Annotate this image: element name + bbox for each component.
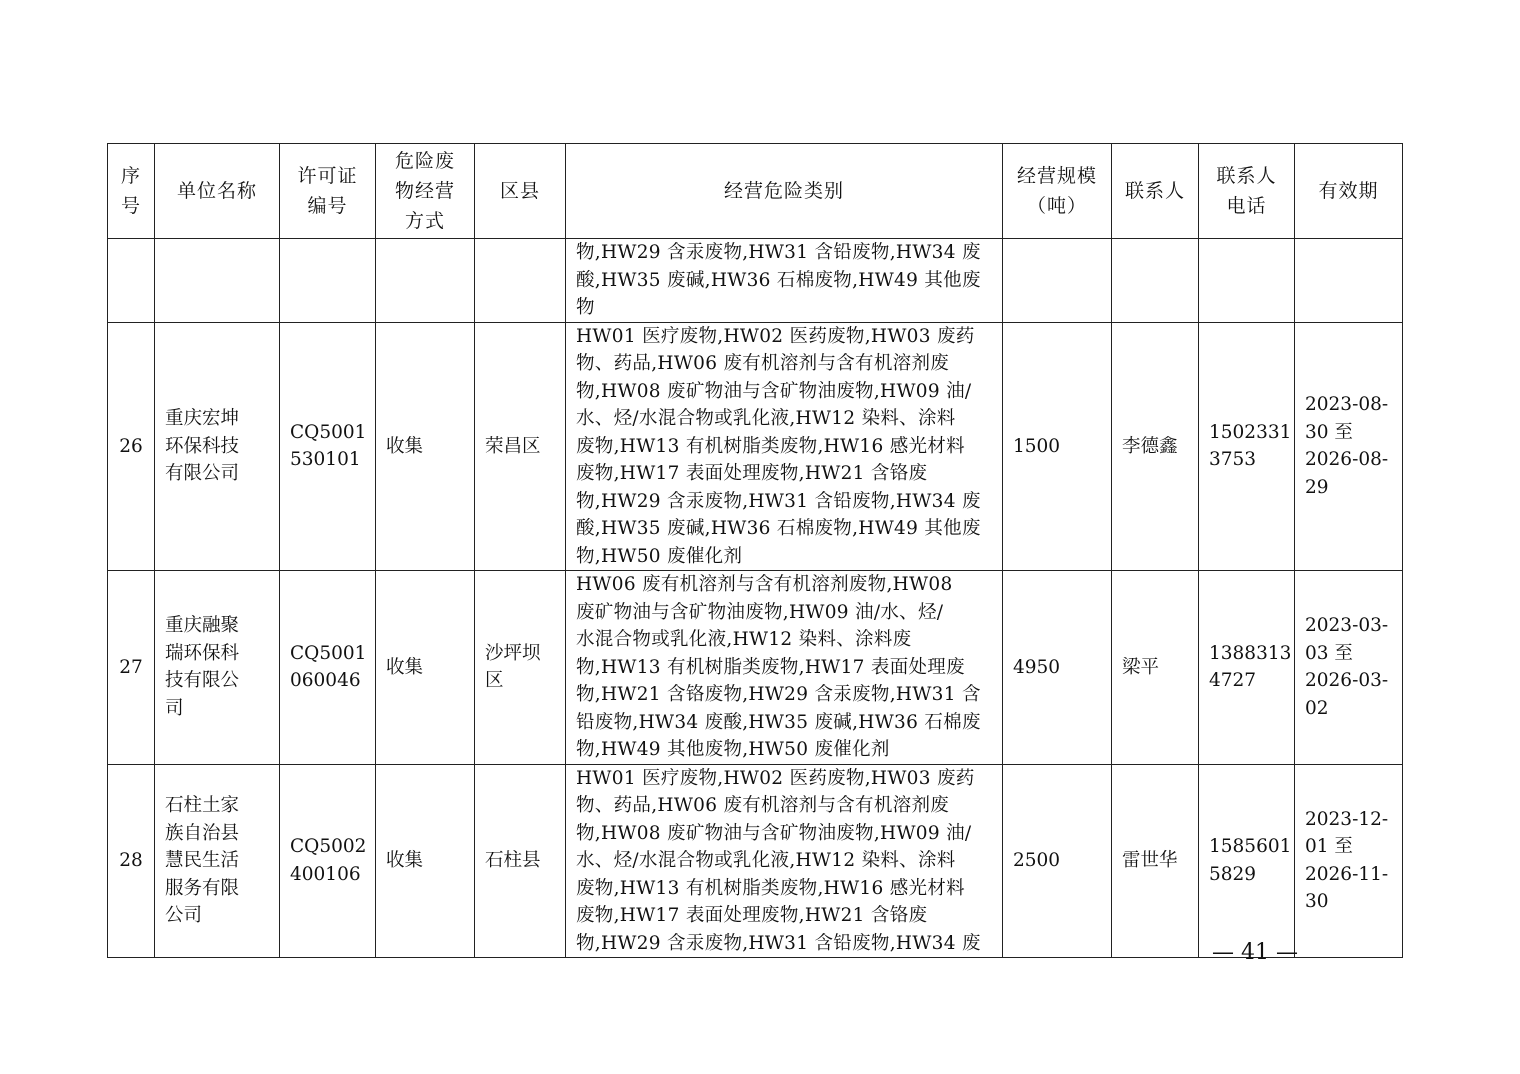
table-row [108, 322, 1403, 571]
cell-phone: 1502331 3753 [1199, 322, 1295, 571]
cell-contact: 雷世华 [1112, 764, 1199, 958]
cell-license: CQ5001 530101 [280, 322, 376, 571]
header-license: 许可证 编号 [280, 144, 376, 239]
cell-scale [1003, 239, 1112, 323]
cell-category: HW01 医疗废物,HW02 医药废物,HW03 废药 物、药品,HW06 废有机溶剂与含有机溶剂废 物,HW08 废矿物油与含矿物油废物,HW09 油/ 水、烃/水混合物或乳化液,HW12 染料、涂料 废物,HW13 有机树脂类废物,HW16 感光材料 废物,HW17 表面处理废物,HW21 含铬废 物,HW29 含汞废物,HW31 含铅废物,HW34 废 酸,HW35 废碱,HW36 石棉废物,HW49 其他废 物,HW50 废催化剂 [566, 322, 1003, 571]
cell-contact: 梁平 [1112, 571, 1199, 765]
cell-phone: 1388313 4727 [1199, 571, 1295, 765]
cell-contact [1112, 239, 1199, 323]
continuation-row [108, 239, 1403, 323]
cell-scale: 2500 [1003, 764, 1112, 958]
cell-scale: 4950 [1003, 571, 1112, 765]
cell-license [280, 239, 376, 323]
cell-seq: 28 [108, 764, 155, 958]
cell-validity: 2023-03- 03 至 2026-03- 02 [1295, 571, 1403, 765]
cell-contact: 李德鑫 [1112, 322, 1199, 571]
table-row [108, 571, 1403, 765]
cell-name: 重庆融聚 瑞环保科 技有限公 司 [155, 571, 280, 765]
cell-seq: 26 [108, 322, 155, 571]
cell-district: 沙坪坝 区 [475, 571, 566, 765]
cell-validity: 2023-08- 30 至 2026-08- 29 [1295, 322, 1403, 571]
cell-mode [376, 239, 475, 323]
cell-scale: 1500 [1003, 322, 1112, 571]
cell-validity [1295, 239, 1403, 323]
cell-name: 重庆宏坤 环保科技 有限公司 [155, 322, 280, 571]
table-header-row [108, 144, 1403, 239]
cell-seq: 27 [108, 571, 155, 765]
table-row [108, 764, 1403, 958]
header-category: 经营危险类别 [566, 144, 1003, 239]
cell-district: 石柱县 [475, 764, 566, 958]
cell-name [155, 239, 280, 323]
header-district: 区县 [475, 144, 566, 239]
header-mode: 危险废 物经营 方式 [376, 144, 475, 239]
cell-mode: 收集 [376, 764, 475, 958]
header-contact: 联系人 [1112, 144, 1199, 239]
cell-phone: 1585601 5829 [1199, 764, 1295, 958]
cell-name: 石柱土家 族自治县 慧民生活 服务有限 公司 [155, 764, 280, 958]
header-validity: 有效期 [1295, 144, 1403, 239]
cell-seq [108, 239, 155, 323]
cell-mode: 收集 [376, 571, 475, 765]
cell-phone [1199, 239, 1295, 323]
cell-district: 荣昌区 [475, 322, 566, 571]
license-table [107, 143, 1403, 958]
page-number: — 41 — [1212, 940, 1298, 965]
header-name: 单位名称 [155, 144, 280, 239]
cell-validity: 2023-12- 01 至 2026-11- 30 [1295, 764, 1403, 958]
cell-category: HW06 废有机溶剂与含有机溶剂废物,HW08 废矿物油与含矿物油废物,HW09 油/水、烃/ 水混合物或乳化液,HW12 染料、涂料废 物,HW13 有机树脂类废物,HW17 表面处理废 物,HW21 含铬废物,HW29 含汞废物,HW31 含 铅废物,HW34 废酸,HW35 废碱,HW36 石棉废 物,HW49 其他废物,HW50 废催化剂 [566, 571, 1003, 765]
cell-category: 物,HW29 含汞废物,HW31 含铅废物,HW34 废 酸,HW35 废碱,HW36 石棉废物,HW49 其他废物 [566, 239, 1003, 323]
cell-mode: 收集 [376, 322, 475, 571]
cell-license: CQ5001 060046 [280, 571, 376, 765]
cell-district [475, 239, 566, 323]
cell-license: CQ5002 400106 [280, 764, 376, 958]
header-phone: 联系人 电话 [1199, 144, 1295, 239]
cell-category: HW01 医疗废物,HW02 医药废物,HW03 废药 物、药品,HW06 废有机溶剂与含有机溶剂废 物,HW08 废矿物油与含矿物油废物,HW09 油/ 水、烃/水混合物或乳化液,HW12 染料、涂料 废物,HW13 有机树脂类废物,HW16 感光材料 废物,HW17 表面处理废物,HW21 含铬废 物,HW29 含汞废物,HW31 含铅废物,HW34 废 [566, 764, 1003, 958]
header-seq: 序 号 [108, 144, 155, 239]
header-scale: 经营规模 （吨） [1003, 144, 1112, 239]
